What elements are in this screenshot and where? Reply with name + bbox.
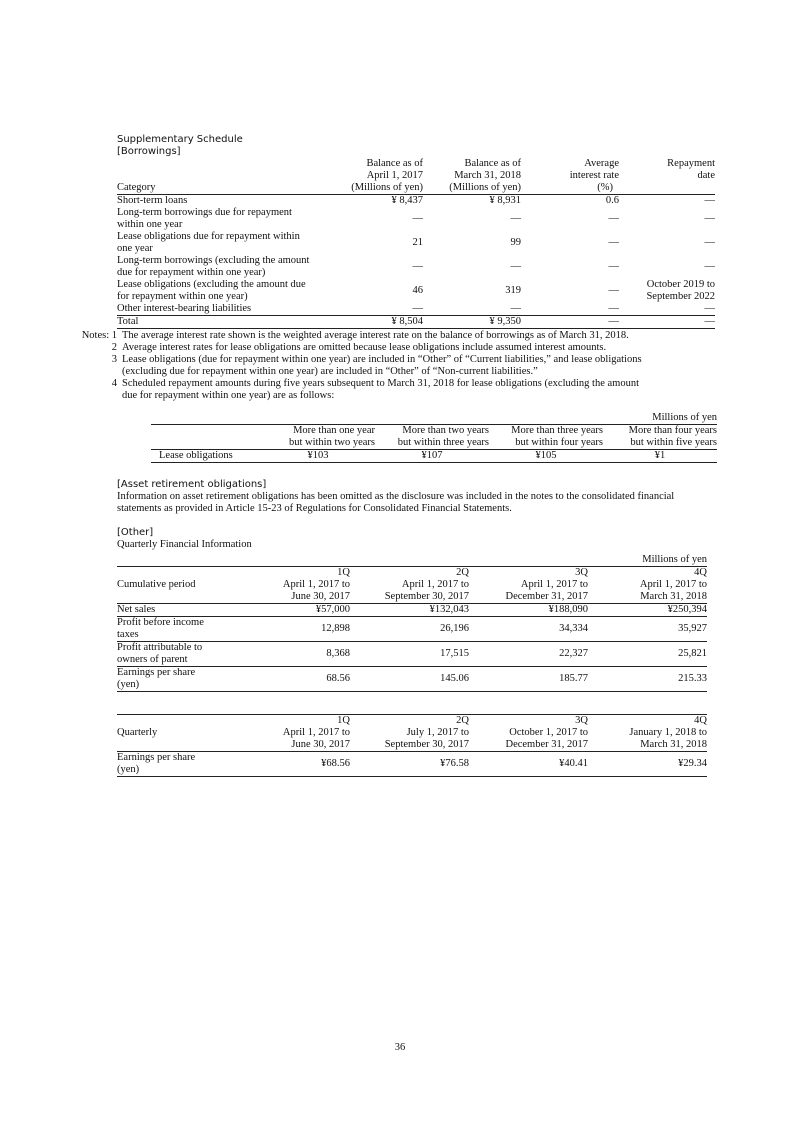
borrowings-row (117, 303, 715, 316)
borrowings-rate: — (608, 303, 619, 314)
cumulative-row (117, 617, 707, 642)
total-2017: ¥ 8,504 (391, 316, 423, 327)
quarterly-row (117, 752, 707, 777)
borrowings-row (117, 279, 715, 303)
borrowings-title: [Borrowings] (117, 146, 181, 157)
cumulative-value: 185.77 (559, 673, 588, 684)
quarterly-value: ¥76.58 (440, 758, 469, 769)
borrowings-b2018: — (510, 261, 521, 272)
borrowings-b2017: 21 (412, 237, 423, 248)
borrowings-category: Short-term loans (117, 195, 188, 206)
total-rate: — (608, 316, 619, 327)
borrowings-b2018: — (510, 303, 521, 314)
cumulative-value: 34,334 (559, 623, 588, 634)
borrowings-category: Long-term borrowings due for repayment within one year (117, 207, 292, 230)
header-repayment-date: Repayment date (667, 158, 715, 181)
cumulative-row-label: Profit attributable to owners of parent (117, 642, 203, 665)
cumulative-value: ¥57,000 (315, 604, 350, 615)
header-category: Category (117, 182, 156, 193)
borrowings-category: Long-term borrowings (excluding the amount due for repayment within one year) (117, 255, 310, 278)
notes-section (71, 330, 717, 402)
cumulative-column-header: 2Q April 1, 2017 to September 30, 2017 (384, 567, 469, 602)
cumulative-value: 17,515 (440, 648, 469, 659)
header-balance-2018: Balance as of March 31, 2018 (Millions of yen) (449, 158, 521, 193)
cumulative-value: 68.56 (326, 673, 350, 684)
quarterly-column-header: 1Q April 1, 2017 to June 30, 2017 (282, 715, 350, 750)
document-body (81, 134, 717, 777)
page-number: 36 (394, 1042, 406, 1053)
borrowings-repayment-date: — (704, 261, 715, 272)
note-line: due for repayment within one year) are as follows: (122, 390, 335, 401)
quarterly-value: ¥40.41 (559, 758, 588, 769)
quarterly-period-label: Quarterly (117, 727, 158, 738)
cumulative-value: 12,898 (321, 623, 350, 634)
quarterly-column-header: 3Q October 1, 2017 to December 31, 2017 (505, 715, 588, 750)
cumulative-row (117, 604, 707, 617)
aro-text: Information on asset retirement obligations has been omitted as the disclosure was included in the notes to the consolidated financial statements as provided in Article 15-23 of Regulations for Consolidated Financial Statements. (117, 491, 675, 514)
note-line: Notes: 1 The average interest rate shown is the weighted average interest rate on the balance of borrowings as of March 31, 2018. (81, 330, 629, 341)
total-date: — (704, 316, 715, 327)
borrowings-rate: 0.6 (605, 195, 619, 206)
note-line: 2 Average interest rates for lease obligations are omitted because lease obligations include assumed interest amounts. (111, 342, 607, 353)
borrowings-b2017: 46 (412, 285, 423, 296)
cumulative-value: 35,927 (678, 623, 707, 634)
borrowings-total-row (117, 316, 715, 329)
borrowings-b2018: — (510, 213, 521, 224)
note-line: (excluding due for repayment within one year) are included in “Other” of “Non-current liabilities.” (122, 366, 538, 377)
borrowings-row (117, 207, 715, 231)
cumulative-value: 22,327 (559, 648, 588, 659)
cumulative-value: 26,196 (440, 623, 469, 634)
borrowings-category: Lease obligations (excluding the amount due for repayment within one year) (117, 279, 306, 302)
borrowings-repayment-date: — (704, 303, 715, 314)
lease-header: More than four years but within five years (628, 425, 717, 448)
cumulative-row-label: Net sales (117, 604, 156, 615)
borrowings-category: Other interest-bearing liabilities (117, 303, 252, 314)
cumulative-table (117, 566, 707, 692)
borrowings-header-row (117, 158, 715, 195)
other-subtitle: Quarterly Financial Information (117, 539, 252, 550)
quarterly-unit: Millions of yen (642, 554, 707, 565)
borrowings-repayment-date: — (704, 195, 715, 206)
cumulative-value: ¥250,394 (667, 604, 707, 615)
lease-header-row (151, 425, 717, 450)
quarterly-column-header: 2Q July 1, 2017 to September 30, 2017 (384, 715, 469, 750)
cumulative-column-header: 1Q April 1, 2017 to June 30, 2017 (282, 567, 350, 602)
cumulative-value: 145.06 (440, 673, 469, 684)
header-average-rate: Average interest rate (%) (569, 158, 619, 193)
cumulative-period-label: Cumulative period (117, 579, 196, 590)
header-balance-2017: Balance as of April 1, 2017 (Millions of yen) (351, 158, 423, 193)
borrowings-rate: — (608, 285, 619, 296)
cumulative-column-header: 3Q April 1, 2017 to December 31, 2017 (505, 567, 588, 602)
lease-label: Lease obligations (159, 450, 233, 461)
note-line: 4 Scheduled repayment amounts during five years subsequent to March 31, 2018 for lease obligations (excluding the amount (111, 378, 639, 389)
borrowings-b2017: — (412, 303, 423, 314)
cumulative-header-row (117, 567, 707, 604)
cumulative-value: ¥132,043 (429, 604, 469, 615)
lease-schedule (151, 412, 717, 463)
cumulative-column-header: 4Q April 1, 2017 to March 31, 2018 (639, 567, 707, 602)
borrowings-category: Lease obligations due for repayment within one year (117, 231, 300, 254)
borrowings-table (117, 158, 715, 329)
borrowings-b2018: 99 (510, 237, 521, 248)
lease-header: More than one year but within two years (288, 425, 375, 448)
lease-value: ¥103 (307, 450, 329, 461)
borrowings-repayment-date: — (704, 213, 715, 224)
other-title: [Other] (117, 527, 154, 538)
borrowings-repayment-date: October 2019 to September 2022 (646, 279, 715, 302)
borrowings-rate: — (608, 237, 619, 248)
borrowings-rate: — (608, 213, 619, 224)
borrowings-b2017: — (412, 213, 423, 224)
quarterly-row-label: Earnings per share (yen) (117, 752, 196, 775)
cumulative-row-label: Earnings per share (yen) (117, 667, 196, 690)
supplementary-title: Supplementary Schedule (117, 134, 243, 145)
cumulative-value: 25,821 (678, 648, 707, 659)
borrowings-b2018: 319 (505, 285, 521, 296)
quarterly-column-header: 4Q January 1, 2018 to March 31, 2018 (629, 715, 707, 750)
quarterly-value: ¥29.34 (678, 758, 707, 769)
borrowings-b2018: ¥ 8,931 (489, 195, 521, 206)
lease-table (151, 424, 717, 463)
borrowings-row (117, 255, 715, 279)
lease-values-row (151, 450, 717, 463)
borrowings-row (117, 231, 715, 255)
total-2018: ¥ 9,350 (489, 316, 521, 327)
borrowings-b2017: — (412, 261, 423, 272)
cumulative-value: 215.33 (678, 673, 707, 684)
lease-unit: Millions of yen (652, 412, 717, 423)
quarterly-header-row (117, 715, 707, 752)
cumulative-row (117, 642, 707, 667)
lease-header: More than three years but within four years (511, 425, 603, 448)
borrowings-b2017: ¥ 8,437 (391, 195, 423, 206)
cumulative-row-label: Profit before income taxes (117, 617, 204, 640)
cumulative-row (117, 667, 707, 692)
cumulative-value: ¥188,090 (548, 604, 588, 615)
quarterly-value: ¥68.56 (321, 758, 350, 769)
total-label: Total (117, 316, 139, 327)
lease-value: ¥1 (654, 450, 666, 461)
borrowings-repayment-date: — (704, 237, 715, 248)
lease-value: ¥105 (535, 450, 557, 461)
borrowings-row (117, 195, 715, 208)
lease-header: More than two years but within three years (397, 425, 489, 448)
lease-value: ¥107 (421, 450, 443, 461)
aro-title: [Asset retirement obligations] (117, 479, 267, 490)
note-line: 3 Lease obligations (due for repayment within one year) are included in “Other” of “Current liabilities,” and lease obligations (111, 354, 642, 365)
borrowings-rate: — (608, 261, 619, 272)
cumulative-value: 8,368 (326, 648, 350, 659)
quarterly-table (117, 714, 707, 777)
